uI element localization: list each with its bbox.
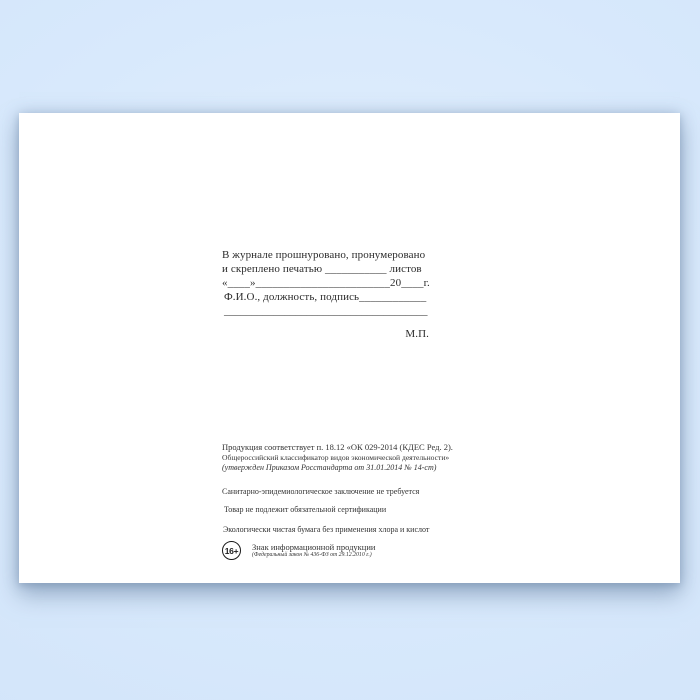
- stamp-line-bound: В журнале прошнуровано, пронумеровано: [222, 249, 426, 261]
- info-product-mark-law: (Федеральный закон № 436-ФЗ от 29.12.2010 г.): [252, 552, 372, 558]
- stamp-line-sheets: и скреплено печатью ___________ листов: [222, 263, 422, 275]
- stamp-line-date: «____»________________________20____г.: [222, 277, 430, 289]
- classifier-note-line2: Общероссийский классификатор видов экономической деятельности»: [222, 453, 450, 462]
- age-rating-text: [252, 541, 375, 559]
- ecology-note: Экологически чистая бумага без применения хлора и кислот: [223, 524, 430, 534]
- stamp-line-signature: Ф.И.О., должность, подпись____________: [224, 291, 427, 303]
- classifier-note-line3: (утвержден Приказом Росстандарта от 31.01.2014 № 14-ст): [222, 463, 437, 472]
- product-info-block: [222, 442, 507, 560]
- sanitary-note: Санитарно-эпидемиологическое заключение не требуется: [222, 486, 420, 496]
- age-rating-row: [222, 541, 507, 560]
- seal-place-label: М.П.: [405, 328, 429, 340]
- info-product-mark-title: Знак информационной продукции: [252, 542, 376, 552]
- certification-note: Товар не подлежит обязательной сертификации: [224, 505, 387, 514]
- journal-back-page: [19, 113, 680, 583]
- stamp-line-underline: _____________________________________: [224, 305, 428, 317]
- classifier-note-line1: Продукция соответствует п. 18.12 «ОК 029-2014 (КДЕС Ред. 2).: [222, 442, 453, 452]
- age-rating-16plus-icon: 16+: [222, 541, 241, 560]
- binding-stamp-block: [222, 248, 432, 341]
